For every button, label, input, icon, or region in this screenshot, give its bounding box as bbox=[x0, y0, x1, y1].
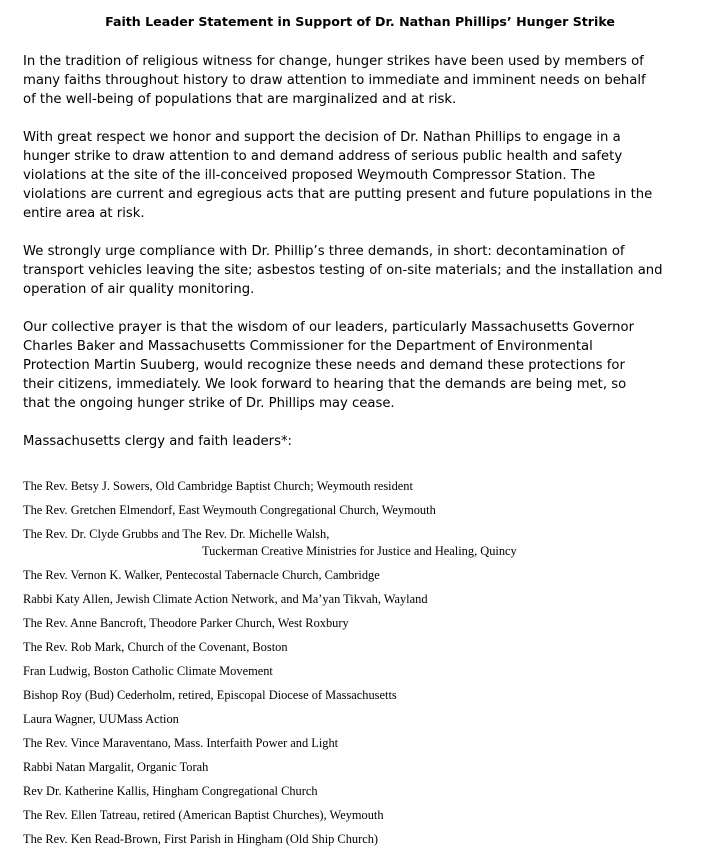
signer-item bbox=[23, 639, 713, 663]
signer-item bbox=[23, 567, 713, 591]
paragraph-prayer bbox=[23, 318, 713, 413]
signer-item bbox=[23, 783, 713, 807]
signers-heading bbox=[23, 432, 713, 451]
signer-item bbox=[23, 831, 713, 855]
signer-item bbox=[23, 615, 713, 639]
signer-name: The Rev. Betsy J. Sowers, Old Cambridge Baptist Church; Weymouth resident bbox=[23, 479, 413, 493]
signer-name: Rabbi Katy Allen, Jewish Climate Action Network, and Ma’yan Tikvah, Wayland bbox=[23, 592, 428, 606]
paragraph-demands bbox=[23, 242, 713, 299]
signer-item bbox=[23, 687, 713, 711]
signer-name: Bishop Roy (Bud) Cederholm, retired, Episcopal Diocese of Massachusetts bbox=[23, 688, 397, 702]
paragraph-support bbox=[23, 128, 713, 223]
signers-list bbox=[23, 478, 713, 855]
signer-name: The Rev. Ellen Tatreau, retired (American Baptist Churches), Weymouth bbox=[23, 808, 384, 822]
paragraph-line: Protection Martin Suuberg, would recognize these needs and demand these protections for bbox=[23, 358, 625, 373]
signer-item bbox=[23, 478, 713, 502]
signer-item bbox=[23, 807, 713, 831]
signer-affiliation: Tuckerman Creative Ministries for Justice and Healing, Quincy bbox=[202, 544, 517, 558]
signer-item bbox=[23, 735, 713, 759]
paragraph-line: Our collective prayer is that the wisdom of our leaders, particularly Massachusetts Governor bbox=[23, 320, 635, 335]
signer-name: Fran Ludwig, Boston Catholic Climate Movement bbox=[23, 664, 273, 678]
paragraph-line: entire area at risk. bbox=[23, 206, 145, 221]
signer-name: The Rev. Anne Bancroft, Theodore Parker Church, West Roxbury bbox=[23, 616, 349, 630]
signer-item bbox=[23, 663, 713, 687]
signer-name: The Rev. Ken Read-Brown, First Parish in Hingham (Old Ship Church) bbox=[23, 832, 379, 846]
signer-name: Rabbi Natan Margalit, Organic Torah bbox=[23, 760, 209, 774]
signer-name: The Rev. Vince Maraventano, Mass. Interfaith Power and Light bbox=[23, 736, 339, 750]
signer-name: The Rev. Gretchen Elmendorf, East Weymouth Congregational Church, Weymouth bbox=[23, 503, 436, 517]
paragraph-line: violations at the site of the ill-conceived proposed Weymouth Compressor Station. The bbox=[23, 168, 596, 183]
signer-name: Rev Dr. Katherine Kallis, Hingham Congregational Church bbox=[23, 784, 318, 798]
paragraph-line: We strongly urge compliance with Dr. Phillip’s three demands, in short: decontamination of bbox=[23, 244, 625, 259]
signer-item bbox=[23, 526, 713, 567]
signer-name: The Rev. Vernon K. Walker, Pentecostal Tabernacle Church, Cambridge bbox=[23, 568, 380, 582]
paragraph-tradition bbox=[23, 52, 713, 109]
paragraph-line: With great respect we honor and support the decision of Dr. Nathan Phillips to engage in a bbox=[23, 130, 621, 145]
paragraph-line: violations are current and egregious acts that are putting present and future populations in the bbox=[23, 187, 653, 202]
paragraph-line: of the well-being of populations that are marginalized and at risk. bbox=[23, 92, 457, 107]
signer-item bbox=[23, 711, 713, 735]
paragraph-line: their citizens, immediately. We look forward to hearing that the demands are being met, so bbox=[23, 377, 627, 392]
signer-name: The Rev. Dr. Clyde Grubbs and The Rev. Dr. Michelle Walsh, bbox=[23, 527, 330, 541]
signer-name: The Rev. Rob Mark, Church of the Covenant, Boston bbox=[23, 640, 288, 654]
signer-item bbox=[23, 591, 713, 615]
signer-name: Laura Wagner, UUMass Action bbox=[23, 712, 179, 726]
paragraph-line: many faiths throughout history to draw attention to immediate and imminent needs on behalf bbox=[23, 73, 646, 88]
paragraph-line: hunger strike to draw attention to and demand address of serious public health and safety bbox=[23, 149, 623, 164]
paragraph-line: Charles Baker and Massachusetts Commissioner for the Department of Environmental bbox=[23, 339, 593, 354]
paragraph-line: that the ongoing hunger strike of Dr. Phillips may cease. bbox=[23, 396, 395, 411]
paragraph-line: Massachusetts clergy and faith leaders*: bbox=[23, 434, 293, 449]
document-title: Faith Leader Statement in Support of Dr. Nathan Phillips’ Hunger Strike bbox=[105, 14, 615, 29]
paragraph-line: transport vehicles leaving the site; asbestos testing of on-site materials; and the installation and bbox=[23, 263, 663, 278]
paragraph-line: operation of air quality monitoring. bbox=[23, 282, 255, 297]
signer-item bbox=[23, 759, 713, 783]
signer-item bbox=[23, 502, 713, 526]
paragraph-line: In the tradition of religious witness for change, hunger strikes have been used by members of bbox=[23, 54, 644, 69]
